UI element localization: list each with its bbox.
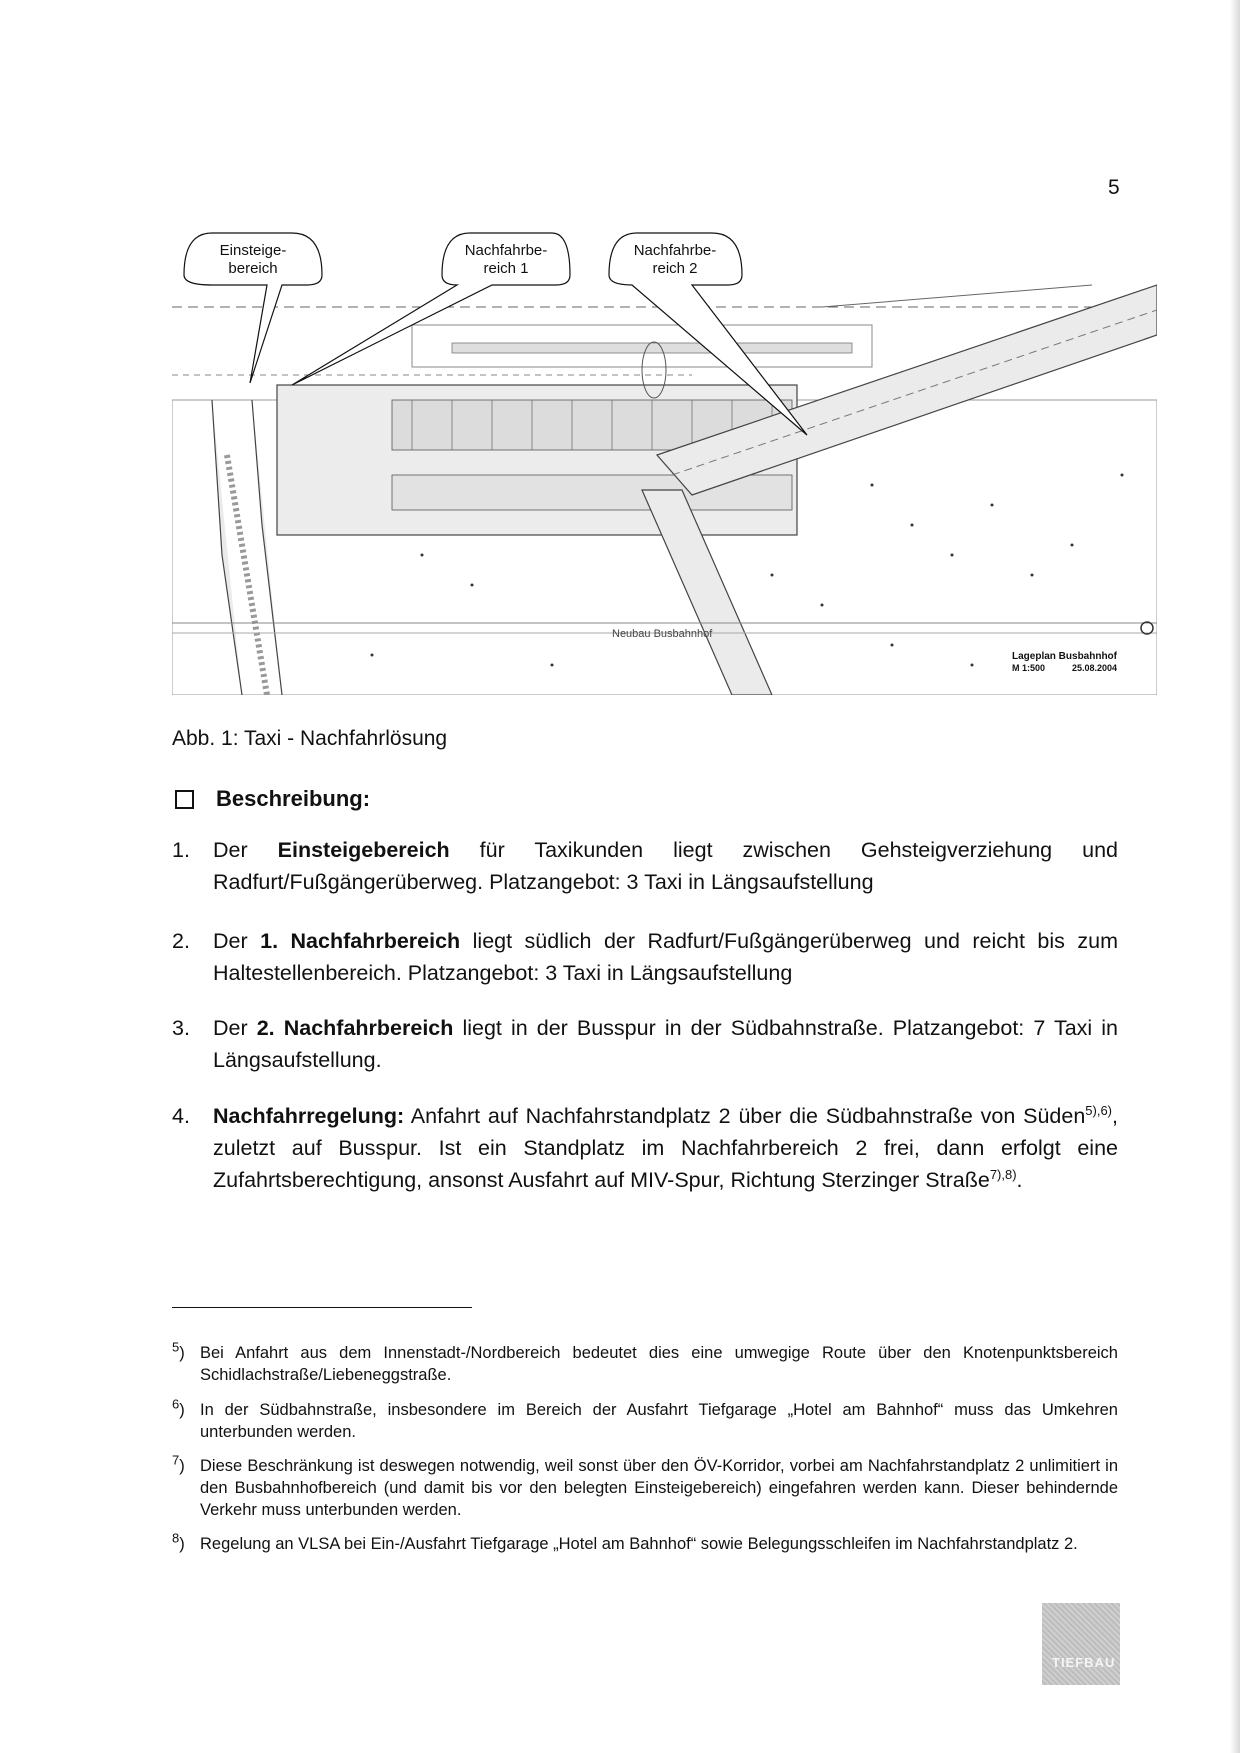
footnote-ref: 5),6) bbox=[1085, 1102, 1113, 1118]
footnote-divider bbox=[172, 1307, 472, 1308]
stamp-label: TIEFBAU bbox=[1052, 1655, 1116, 1670]
scan-edge bbox=[1230, 0, 1240, 1753]
callout-nachfahrbereich-1 bbox=[292, 233, 570, 385]
list-item bbox=[172, 925, 1118, 989]
callout-line1: Nachfahrbe- bbox=[633, 242, 717, 259]
page-number: 5 bbox=[1108, 176, 1120, 199]
footnote-text: Bei Anfahrt aus dem Innenstadt-/Nordbereich bedeutet dies eine umwegige Route über den Knotenpunktsbereich Schidlachstraße/Liebeneggstraße. bbox=[200, 1344, 1118, 1384]
callout-line2: bereich bbox=[228, 260, 278, 277]
item-text: Anfahrt auf Nachfahrstandplatz 2 über die Südbahnstraße von Süden bbox=[404, 1104, 1086, 1128]
item-keyword: Nachfahrregelung: bbox=[213, 1104, 405, 1128]
callout-line2: reich 1 bbox=[483, 260, 529, 277]
site-plan-figure bbox=[172, 225, 1157, 695]
stamp-scale: M 1:500 bbox=[1012, 663, 1046, 673]
footnote: $^6$) In der Südbahnstraße, insbesondere im Bereich der Ausfahrt Tiefgarage „Hotel am Bahnhof“ muss das Umkehren unterbunden werden. bbox=[172, 1396, 1118, 1441]
stamp-date: 25.08.2004 bbox=[1072, 663, 1118, 673]
item-number: 4. bbox=[172, 1104, 190, 1128]
checkbox-icon bbox=[175, 790, 194, 809]
item-text: Der bbox=[213, 838, 278, 862]
section-heading bbox=[175, 786, 370, 812]
item-number: 1. bbox=[172, 838, 190, 862]
list-item bbox=[172, 834, 1118, 898]
footnote-mark: 6 bbox=[172, 1396, 180, 1412]
callout-line1: Einsteige- bbox=[219, 242, 287, 259]
list-item bbox=[172, 1100, 1118, 1196]
callout-einsteigebereich bbox=[184, 233, 322, 383]
stamp-title: Lageplan Busbahnhof bbox=[1012, 651, 1117, 662]
footnote: $^8$) Regelung an VLSA bei Ein-/Ausfahrt Tiefgarage „Hotel am Bahnhof“ sowie Belegungsschleifen im Nachfahrstandplatz 2. bbox=[172, 1533, 1118, 1555]
item-text: Der bbox=[213, 929, 261, 953]
item-text: liegt südlich der Radfurt/Fußgängerüberweg und reicht bis zum Haltestellenbereich. Platzangebot: 3 Taxi in Längsaufstellung bbox=[213, 929, 1118, 985]
item-text: Der bbox=[213, 1016, 257, 1040]
footnote-text: Diese Beschränkung ist deswegen notwendig, weil sonst über den ÖV-Korridor, vorbei am Nachfahrstandplatz 2 unlimitiert in den Busbahnhofbereich (und damit bis vor den belegten Einsteigebereich) eingefahren werden kann. Dieser behindernde Verkehr muss unterbunden werden. bbox=[200, 1457, 1118, 1519]
map-label: Neubau Busbahnhof bbox=[612, 628, 713, 640]
footnote-mark: 8 bbox=[172, 1530, 180, 1546]
item-text: , zuletzt auf Busspur. Ist ein Standplatz im Nachfahrbereich 2 frei, dann erfolgt eine Zufahrtsberechtigung, ansonst Ausfahrt auf MIV-Spur, Richtung Sterzinger Straße bbox=[213, 1104, 1118, 1192]
callout-line1: Nachfahrbe- bbox=[464, 242, 548, 259]
figure-caption: Abb. 1: Taxi - Nachfahrlösung bbox=[172, 727, 448, 750]
item-number: 2. bbox=[172, 929, 190, 953]
footnote: $^5$) Bei Anfahrt aus dem Innenstadt-/Nordbereich bedeutet dies eine umwegige Route über den Knotenpunktsbereich Schidlachstraße/Liebeneggstraße. bbox=[172, 1339, 1118, 1384]
item-text: liegt in der Busspur in der Südbahnstraße. Platzangebot: 7 Taxi in Längsaufstellung. bbox=[213, 1016, 1119, 1072]
footnote-mark: 7 bbox=[172, 1452, 180, 1468]
site-plan-drawing bbox=[172, 225, 1157, 695]
footnote-text: Regelung an VLSA bei Ein-/Ausfahrt Tiefgarage „Hotel am Bahnhof“ sowie Belegungsschleifen im Nachfahrstandplatz 2. bbox=[200, 1535, 1078, 1553]
footnote-ref: 7),8) bbox=[989, 1166, 1017, 1182]
department-stamp bbox=[1042, 1603, 1120, 1685]
list-item bbox=[172, 1012, 1118, 1076]
plan-line bbox=[822, 285, 1092, 307]
footnote-mark: 5 bbox=[172, 1339, 180, 1355]
section-title: Beschreibung: bbox=[216, 786, 371, 811]
item-keyword: 2. Nachfahrbereich bbox=[256, 1016, 454, 1040]
item-keyword: 1. Nachfahrbereich bbox=[260, 929, 461, 953]
callout-line2: reich 2 bbox=[652, 260, 698, 277]
item-number: 3. bbox=[172, 1016, 190, 1040]
footnote: $^7$) Diese Beschränkung ist deswegen notwendig, weil sonst über den ÖV-Korridor, vorbei am Nachfahrstandplatz 2 unlimitiert in den Busbahnhofbereich (und damit bis vor den belegten Einsteigebereich) eingefahren werden kann. Dieser behindernde Verkehr muss unterbunden werden. bbox=[172, 1452, 1118, 1519]
item-keyword: Einsteigebereich bbox=[277, 838, 450, 862]
footnote-text: In der Südbahnstraße, insbesondere im Bereich der Ausfahrt Tiefgarage „Hotel am Bahnhof“ muss das Umkehren unterbunden werden. bbox=[200, 1401, 1118, 1441]
item-text: für Taxikunden liegt zwischen Gehsteigverziehung und Radfurt/Fußgängerüberweg. Platzangebot: 3 Taxi in Längsaufstellung bbox=[213, 838, 1118, 894]
platform-roof bbox=[452, 343, 852, 353]
item-text: . bbox=[1016, 1168, 1023, 1192]
